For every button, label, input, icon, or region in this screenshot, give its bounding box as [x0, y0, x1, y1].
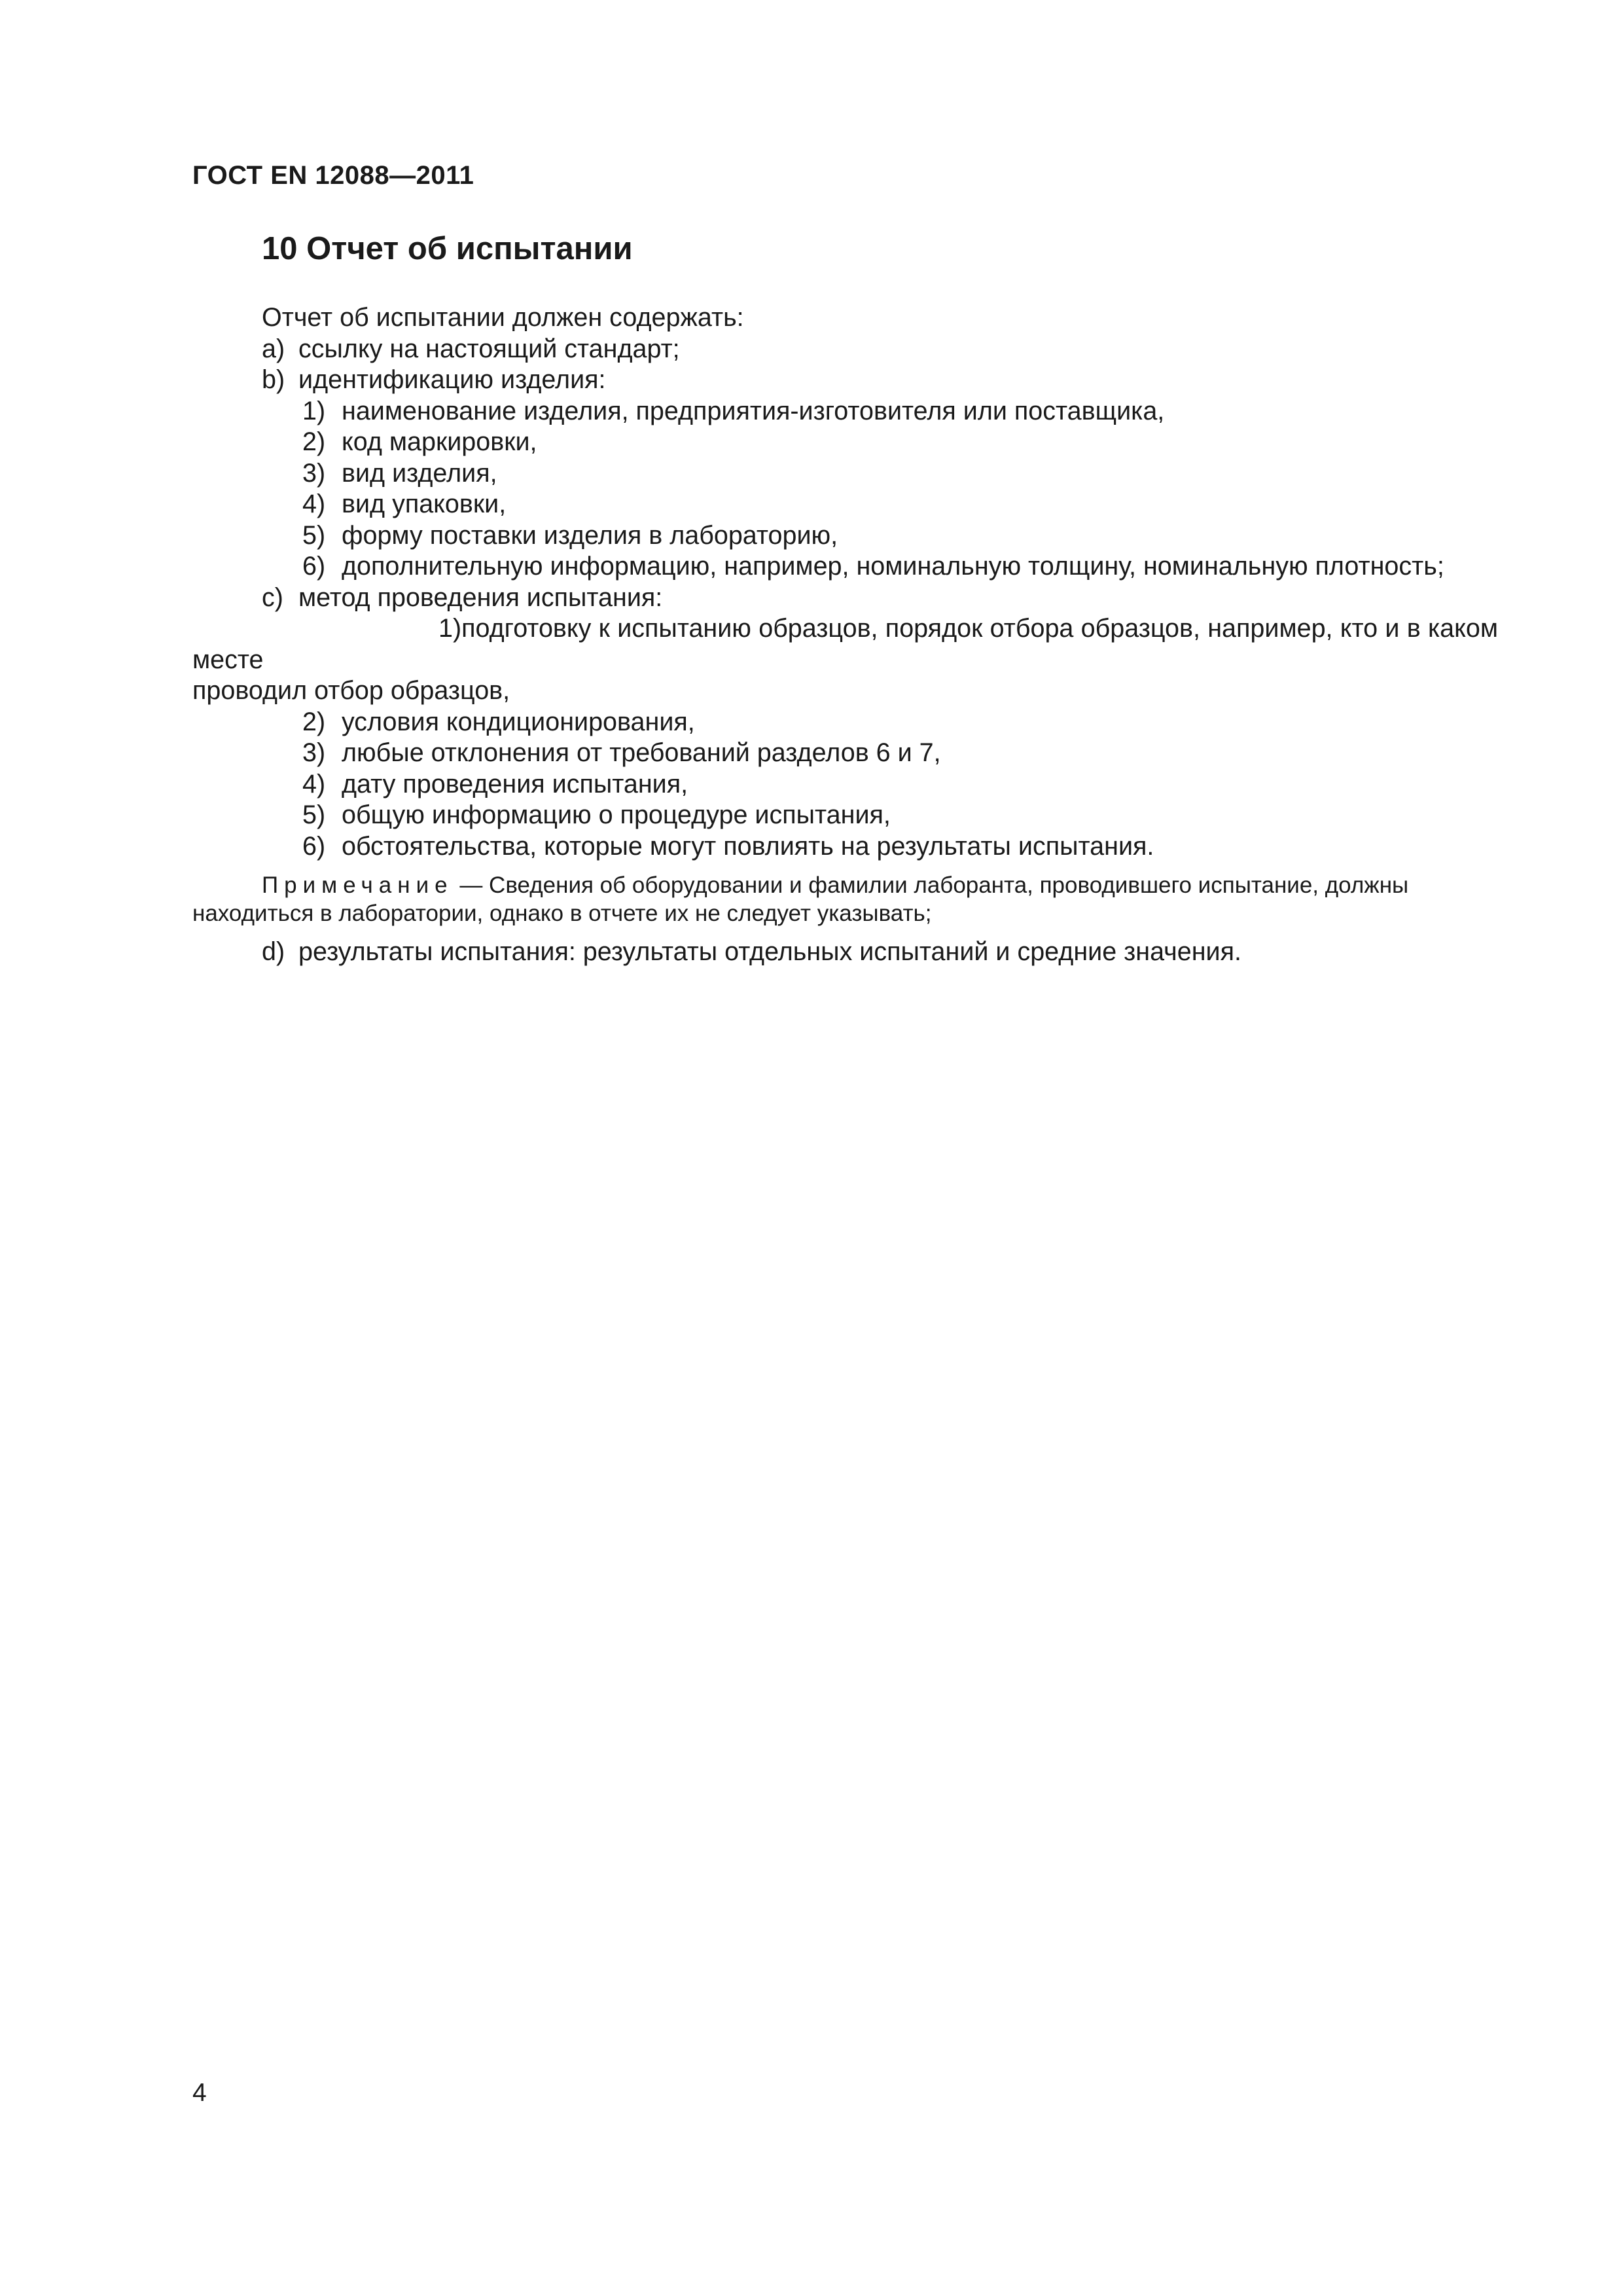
sub-item-b5	[192, 520, 1498, 552]
list-item-text: ссылку на настоящий стандарт;	[298, 334, 680, 363]
sub-item-c6	[192, 831, 1498, 863]
page-number: 4	[192, 2079, 207, 2107]
list-marker: 6)	[302, 552, 326, 581]
list-marker: b)	[262, 365, 285, 394]
sub-item-b4	[192, 489, 1498, 520]
note-block	[192, 871, 1498, 927]
list-marker: 3)	[302, 738, 326, 767]
note-line-1	[192, 871, 1498, 899]
list-item-text: форму поставки изделия в лабораторию,	[342, 520, 838, 550]
list-marker: 4)	[302, 769, 326, 798]
list-item-text: условия кондиционирования,	[342, 707, 695, 736]
sub-item-b1	[192, 396, 1498, 427]
list-item-text: дополнительную информацию, например, номинальную толщину, номинальную плотность;	[342, 552, 1444, 581]
list-marker: 1)	[302, 396, 326, 425]
sub-item-c5	[192, 800, 1498, 831]
list-item-text: дату проведения испытания,	[342, 769, 688, 798]
list-marker: 2)	[302, 427, 326, 456]
list-marker: d)	[262, 937, 285, 966]
list-marker: a)	[262, 334, 285, 363]
section-title: 10 Отчет об испытании	[262, 231, 633, 266]
sub-item-c3	[192, 738, 1498, 769]
sub-item-c2	[192, 707, 1498, 738]
sub-item-b6	[192, 551, 1498, 583]
list-item-text: вид упаковки,	[342, 490, 507, 518]
sub-item-c1-continuation: проводил отбор образцов,	[192, 676, 510, 705]
list-marker: c)	[262, 583, 283, 612]
list-item-text: любые отклонения от требований разделов 6 и 7,	[342, 738, 941, 767]
list-item-text: обстоятельства, которые могут повлиять на результаты испытания.	[342, 831, 1154, 861]
document-header: ГОСТ EN 12088—2011	[192, 161, 474, 190]
list-item-c	[192, 583, 1498, 614]
list-marker: 5)	[302, 800, 326, 829]
list-item-b	[192, 365, 1498, 396]
list-marker: 2)	[302, 707, 326, 736]
sub-item-b3	[192, 458, 1498, 490]
list-item-text: вид изделия,	[342, 458, 497, 488]
list-marker: 4)	[302, 490, 326, 518]
list-item-text: подготовку к испытанию образцов, порядок отбора образцов, например, кто и в каком месте	[192, 614, 1498, 674]
list-item-text: код маркировки,	[342, 427, 537, 456]
note-line-2: находиться в лаборатории, однако в отчете их не следует указывать;	[192, 901, 932, 926]
list-marker: 5)	[302, 520, 326, 550]
list-item-text: наименование изделия, предприятия-изготовителя или поставщика,	[342, 396, 1165, 425]
list-item-a	[192, 334, 1498, 365]
note-label: Примечание	[262, 872, 454, 898]
list-item-d	[192, 937, 1498, 968]
sub-item-c1	[192, 613, 1498, 675]
list-marker: 6)	[302, 831, 326, 861]
list-item-text: результаты испытания: результаты отдельных испытаний и средние значения.	[298, 937, 1241, 966]
list-marker: 3)	[302, 458, 326, 488]
sub-item-c4	[192, 769, 1498, 800]
section-body	[192, 302, 1498, 968]
intro-line: Отчет об испытании должен содержать:	[262, 303, 744, 332]
list-marker: 1)	[438, 614, 462, 643]
list-item-text: общую информацию о процедуре испытания,	[342, 800, 891, 829]
list-item-text: метод проведения испытания:	[298, 583, 663, 612]
sub-item-b2	[192, 427, 1498, 458]
list-item-text: идентификацию изделия:	[298, 365, 606, 394]
note-text: — Сведения об оборудовании и фамилии лаборанта, проводившего испытание, должны	[459, 872, 1409, 898]
